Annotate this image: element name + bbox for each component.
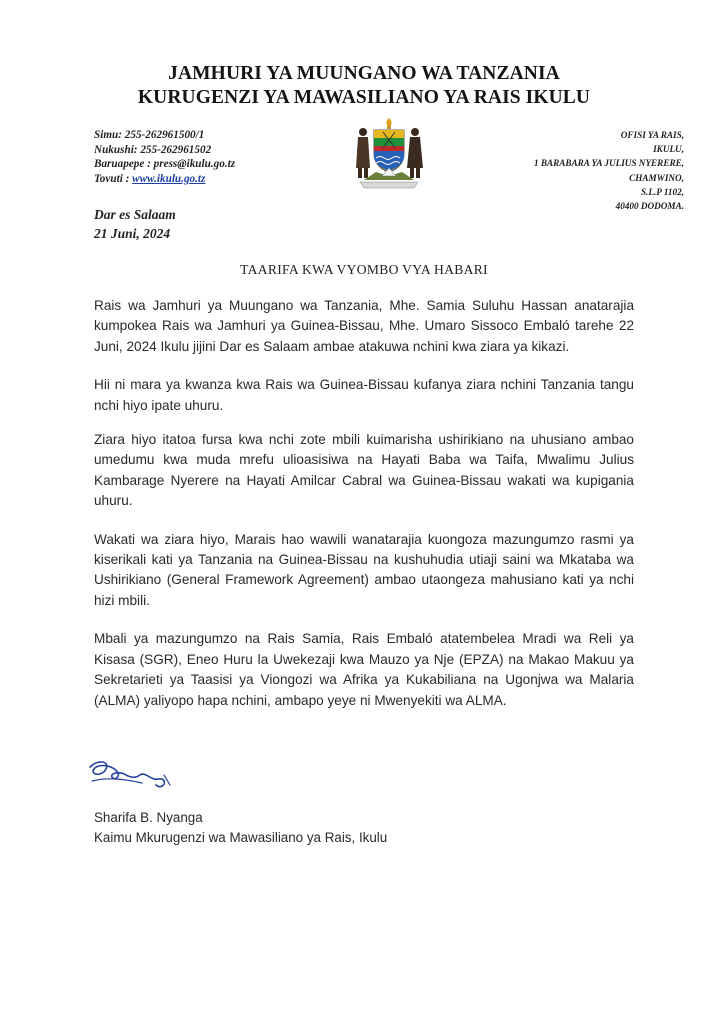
contact-block [94, 128, 235, 186]
date: 21 Juni, 2024 [94, 226, 171, 241]
website-label: Tovuti : [94, 172, 133, 185]
address-line: S.L.P 1102, [640, 186, 684, 197]
paragraph: Hii ni mara ya kwanza kwa Rais wa Guinea-Bissau kufanya ziara nchini Tanzania tangu nchi hiyo ipate uhuru. [94, 377, 634, 413]
address-line: 40400 DODOMA. [615, 201, 684, 212]
paragraph: Wakati wa ziara hiyo, Marais hao wawili wanatarajia kuongoza mazungumzo rasmi ya kiserikali kati ya Tanzania na Guinea-Bissau na kushuhudia utiaji saini wa Mkataba wa Ushirikiano (General Framework Agreement) ambao utaongeza mahusiano kati ya nchi hizi mbili. [94, 531, 634, 608]
paragraph: Ziara hiyo itatoa fursa kwa nchi zote mbili kuimarisha ushirikiano na uhusiano ambao umedumu kwa muda mrefu ulioasisiwa na Hayati Baba wa Taifa, Mwalimu Julius Kambarage Nyerere na Hayati Amilcar Cabral wa Guinea-Bissau wakati wa kupigania uhuru. [94, 432, 634, 509]
department-name: KURUGENZI YA MAWASILIANO YA RAIS IKULU [137, 87, 591, 108]
address-line: OFISI YA RAIS, [620, 130, 684, 140]
handwritten-signature-icon [84, 755, 180, 795]
fax-number: Nukushi: 255-262961502 [94, 143, 212, 156]
address-line: IKULU, [653, 144, 684, 155]
paragraph: Mbali ya mazungumzo na Rais Samia, Rais Embaló atatembelea Mradi wa Reli ya Kisasa (SGR), Eneo Huru la Uwekezaji kwa Mauzo ya Nje (EPZA) na Makao Makuu ya Sekretarieti ya Taasisi ya Viongozi wa Afrika ya Kukabiliana na Ugonjwa wa Malaria (ALMA) yaliyopo hapa nchini, ambapo yeye ni Mwenyekiti wa ALMA. [94, 631, 634, 708]
letterhead [0, 62, 728, 110]
place: Dar es Salaam [94, 207, 176, 222]
website-link[interactable]: www.ikulu.go.tz [132, 172, 206, 185]
country-name: JAMHURI YA MUUNGANO WA TANZANIA [168, 63, 560, 84]
website-line [94, 172, 235, 187]
phone-number: Simu: 255-262961500/1 [94, 129, 205, 141]
press-release-body [94, 296, 634, 729]
paragraph: Rais wa Jamhuri ya Muungano wa Tanzania, Mhe. Samia Suluhu Hassan anatarajia kumpokea Rais wa Jamhuri ya Guinea-Bissau, Mhe. Umaro Sissoco Embaló tarehe 22 Juni, 2024 Ikulu jijini Dar es Salaam ambae atakuwa nchini kwa ziara ya kikazi. [94, 298, 634, 354]
office-address [534, 128, 684, 213]
place-date-block [94, 205, 176, 243]
signer-block [94, 808, 387, 848]
email-address: Baruapepe : press@ikulu.go.tz [94, 158, 236, 171]
document-title: TAARIFA KWA VYOMBO VYA HABARI [240, 262, 488, 277]
coat-of-arms-icon [350, 118, 428, 192]
signer-name: Sharifa B. Nyanga [94, 810, 203, 825]
signer-position: Kaimu Mkurugenzi wa Mawasiliano ya Rais, Ikulu [94, 830, 388, 845]
address-line: CHAMWINO, [629, 172, 684, 183]
address-line: 1 BARABARA YA JULIUS NYERERE, [533, 158, 684, 169]
